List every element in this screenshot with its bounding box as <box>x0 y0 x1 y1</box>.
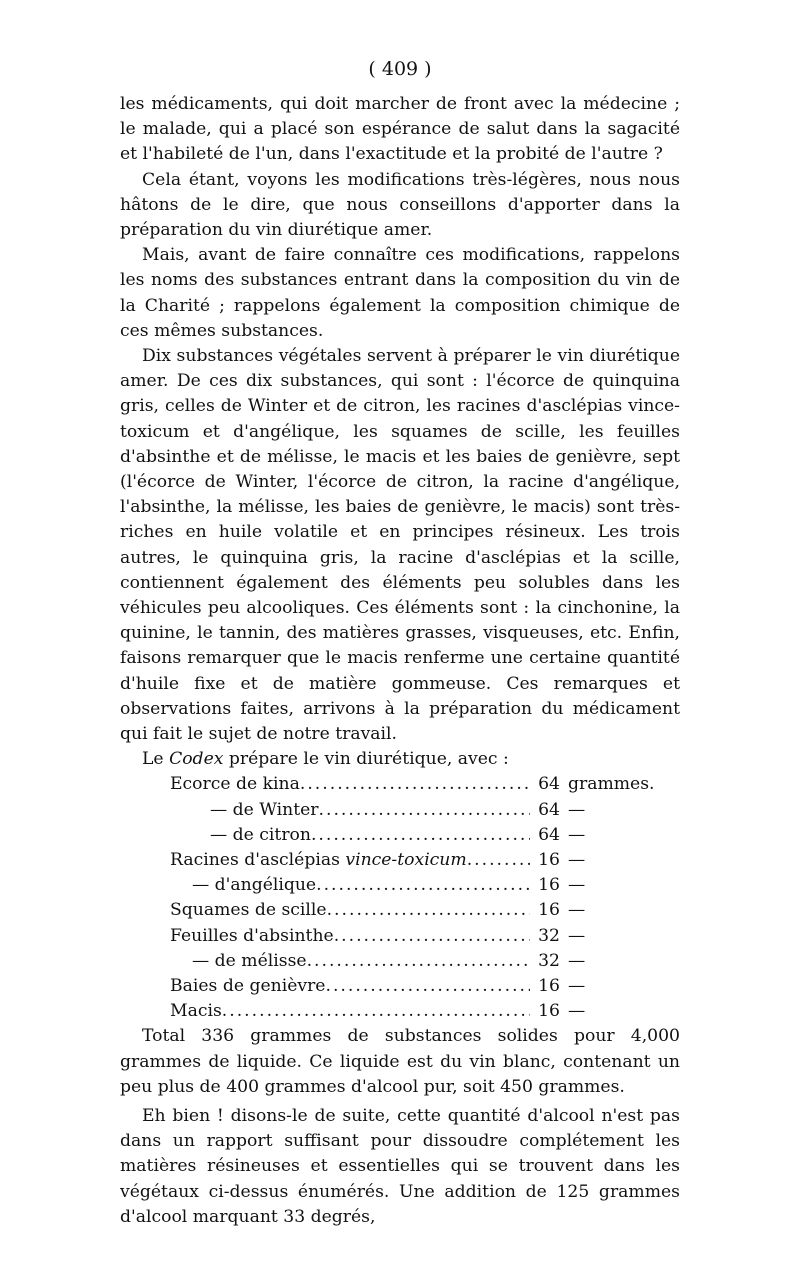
dot-leader <box>311 823 530 848</box>
ingredient-unit: — <box>568 1001 586 1022</box>
ingredient-label: Macis <box>170 1001 222 1022</box>
dot-leader <box>307 949 530 974</box>
ingredient-label: — de citron <box>210 824 311 845</box>
ingredient-unit: — <box>568 975 586 996</box>
ingredients-table <box>170 772 655 1024</box>
ingredient-quantity: 64 <box>538 824 560 845</box>
ingredient-quantity: 16 <box>538 1001 560 1022</box>
table-row <box>170 798 640 823</box>
paragraph-continued: les médicaments, qui doit marcher de front avec la médecine ; le malade, qui a placé son espérance de salut dans la sagacité et l'habileté de l'un, dans l'exactitude et la probité de l'autre ? <box>120 94 680 165</box>
table-row <box>170 949 640 974</box>
dot-leader <box>319 798 530 823</box>
dot-leader <box>467 848 530 873</box>
dot-leader <box>334 924 530 949</box>
table-row <box>170 974 640 999</box>
ingredient-label-text: Racines d'asclépias <box>170 850 346 871</box>
ingredient-quantity: 64 <box>538 799 560 820</box>
page-body <box>120 92 680 1230</box>
table-row <box>170 999 640 1024</box>
ingredient-quantity: 16 <box>538 975 560 996</box>
ingredient-quantity: 16 <box>538 875 560 896</box>
ingredient-unit: grammes. <box>568 774 655 795</box>
dot-leader <box>222 999 530 1024</box>
ingredient-label <box>170 848 467 873</box>
dot-leader <box>327 898 530 923</box>
paragraph-ten-substances: Dix substances végétales servent à préparer le vin diurétique amer. De ces dix substances, qui sont : l'écorce de quinquina gris, celles de Winter et de citron, les racines d'asclépias vince-toxicum et d'angélique, les squames de scille, les feuilles d'absinthe et de mélisse, le macis et les baies de genièvre, sept (l'écorce de Winter, l'écorce de citron, la racine d'angélique, l'absinthe, la mélisse, les baies de genièvre, le macis) sont très-riches en huile volatile et en principes résineux. Les trois autres, le quinquina gris, la racine d'asclépias et la scille, contiennent également des éléments peu solubles dans les véhicules peu alcooliques. Ces éléments sont : la cinchonine, la quinine, le tannin, des matières grasses, visqueuses, etc. Enfin, faisons remarquer que le macis renferme une certaine quantité d'huile fixe et de matière gommeuse. Ces remarques et observations faites, arrivons à la préparation du médicament qui fait le sujet de notre travail. <box>120 346 680 745</box>
ingredient-unit: — <box>568 900 586 921</box>
ingredient-label: Ecorce de kina <box>170 774 300 795</box>
ingredient-label: — de mélisse <box>192 950 307 971</box>
ingredient-label: Feuilles d'absinthe <box>170 925 334 946</box>
paragraph-total: Total 336 grammes de substances solides pour 4,000 grammes de liquide. Ce liquide est du vin blanc, contenant un peu plus de 400 grammes d'alcool pur, soit 450 grammes. <box>120 1026 680 1097</box>
ingredient-quantity: 16 <box>538 900 560 921</box>
table-row <box>170 823 640 848</box>
ingredient-unit: — <box>568 824 586 845</box>
ingredient-quantity: 64 <box>538 774 560 795</box>
paragraph-alcohol: Eh bien ! disons-le de suite, cette quantité d'alcool n'est pas dans un rapport suffisant pour dissoudre complétement les matières résineuses et essentielles qui se trouvent dans les végétaux ci-dessus énumérés. Une addition de 125 grammes d'alcool marquant 33 degrés, <box>120 1105 680 1227</box>
ingredient-quantity: 32 <box>538 925 560 946</box>
table-row <box>170 873 640 898</box>
ingredient-unit: — <box>568 850 586 871</box>
ingredient-label: Squames de scille <box>170 900 327 921</box>
ingredient-quantity: 32 <box>538 950 560 971</box>
codex-tail: prépare le vin diurétique, avec : <box>223 749 509 770</box>
dot-leader <box>325 974 530 999</box>
codex-lead: Le <box>142 749 170 770</box>
table-row <box>170 772 655 797</box>
codex-title: Codex <box>169 749 224 770</box>
page-number: ( 409 ) <box>368 58 432 80</box>
paragraph-codex <box>120 747 680 772</box>
ingredient-unit: — <box>568 925 586 946</box>
table-row <box>170 848 640 873</box>
dot-leader <box>316 873 530 898</box>
ingredient-unit: — <box>568 950 586 971</box>
paragraph-substances-intro: Mais, avant de faire connaître ces modifications, rappelons les noms des substances entrant dans la composition du vin de la Charité ; rappelons également la composition chimique de ces mêmes substances. <box>120 245 680 341</box>
ingredient-label: Baies de genièvre <box>170 975 326 996</box>
table-row <box>170 924 640 949</box>
ingredient-label: — de Winter <box>210 799 319 820</box>
dot-leader <box>300 772 530 797</box>
table-row <box>170 898 640 923</box>
paragraph-modifications: Cela étant, voyons les modifications très-légères, nous nous hâtons de le dire, que nous conseillons d'apporter dans la préparation du vin diurétique amer. <box>120 169 680 241</box>
ingredient-quantity: 16 <box>538 850 560 871</box>
ingredient-label-italic: vince-toxicum <box>345 850 467 871</box>
ingredient-unit: — <box>568 875 586 896</box>
ingredient-label: — d'angélique <box>192 875 317 896</box>
ingredient-unit: — <box>568 799 586 820</box>
